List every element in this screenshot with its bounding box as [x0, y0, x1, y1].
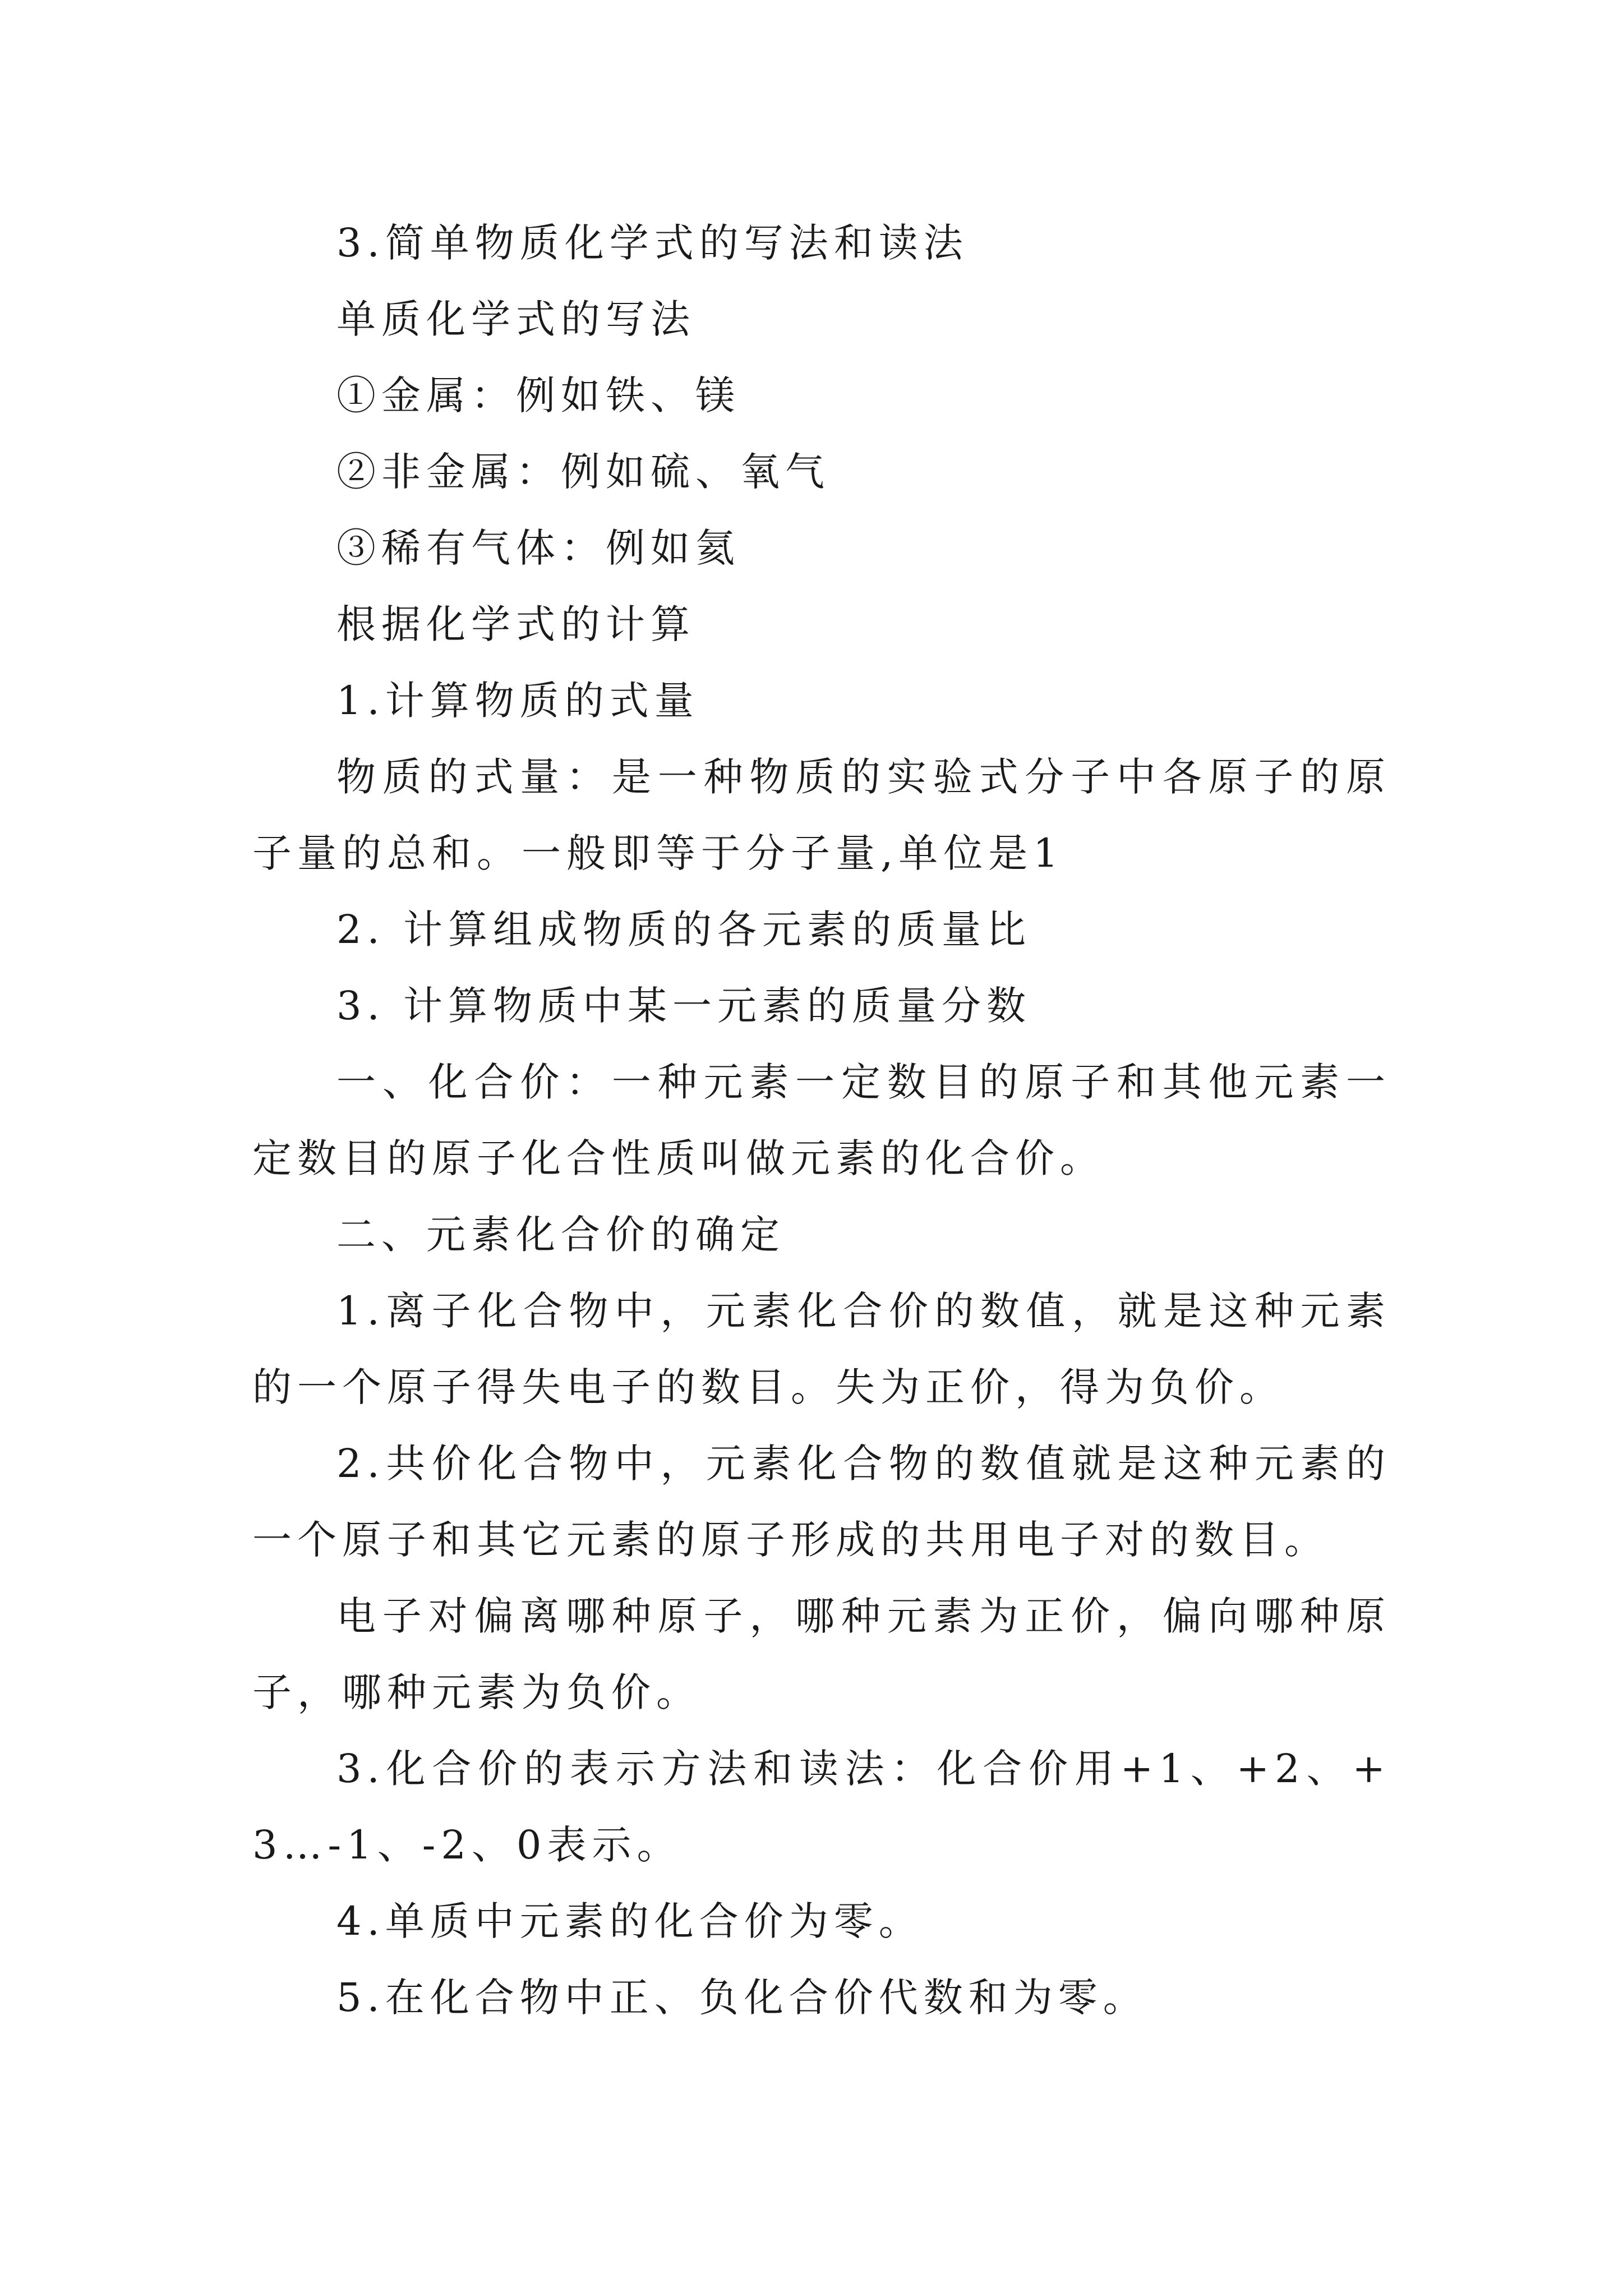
paragraph-electron-pair: 电子对偏离哪种原子，哪种元素为正价，偏向哪种原子，哪种元素为负价。	[252, 1593, 1391, 1715]
list-item-mass-fraction: 3. 计算物质中某一元素的质量分数	[336, 983, 1032, 1029]
document-body	[252, 205, 1391, 2036]
list-item-nonmetal: ②非金属：例如硫、氧气	[336, 449, 830, 495]
paragraph-formula-weight-definition: 物质的式量：是一种物质的实验式分子中各原子的原子量的总和。一般即等于分子量,单位是1	[252, 754, 1391, 876]
subheading-element-formula: 单质化学式的写法	[336, 296, 695, 342]
paragraph-valence-sum-zero: 5.在化合物中正、负化合价代数和为零。	[336, 1975, 1148, 2021]
heading-valence-determination: 二、元素化合价的确定	[336, 1212, 785, 1258]
paragraph-valence-notation: 3.化合价的表示方法和读法：化合价用+1、+2、+3…-1、-2、0表示。	[252, 1746, 1391, 1868]
paragraph-valence-definition: 一、化合价：一种元素一定数目的原子和其他元素一定数目的原子化合性质叫做元素的化合价。	[252, 1059, 1391, 1181]
heading-formula-calculation: 根据化学式的计算	[336, 601, 695, 647]
list-item-metal: ①金属：例如铁、镁	[336, 372, 740, 418]
paragraph-covalent-compound: 2.共价化合物中，元素化合物的数值就是这种元素的一个原子和其它元素的原子形成的共用电子对的数目。	[252, 1441, 1391, 1563]
heading-simple-formula: 3.简单物质化学式的写法和读法	[336, 220, 969, 266]
list-item-noble-gas: ③稀有气体：例如氦	[336, 525, 740, 571]
paragraph-element-zero-valence: 4.单质中元素的化合价为零。	[336, 1898, 924, 1944]
list-item-formula-weight: 1.计算物质的式量	[336, 678, 699, 724]
paragraph-ionic-compound: 1.离子化合物中，元素化合价的数值，就是这种元素的一个原子得失电子的数目。失为正价，得为负价。	[252, 1288, 1391, 1410]
list-item-mass-ratio: 2. 计算组成物质的各元素的质量比	[336, 907, 1032, 953]
